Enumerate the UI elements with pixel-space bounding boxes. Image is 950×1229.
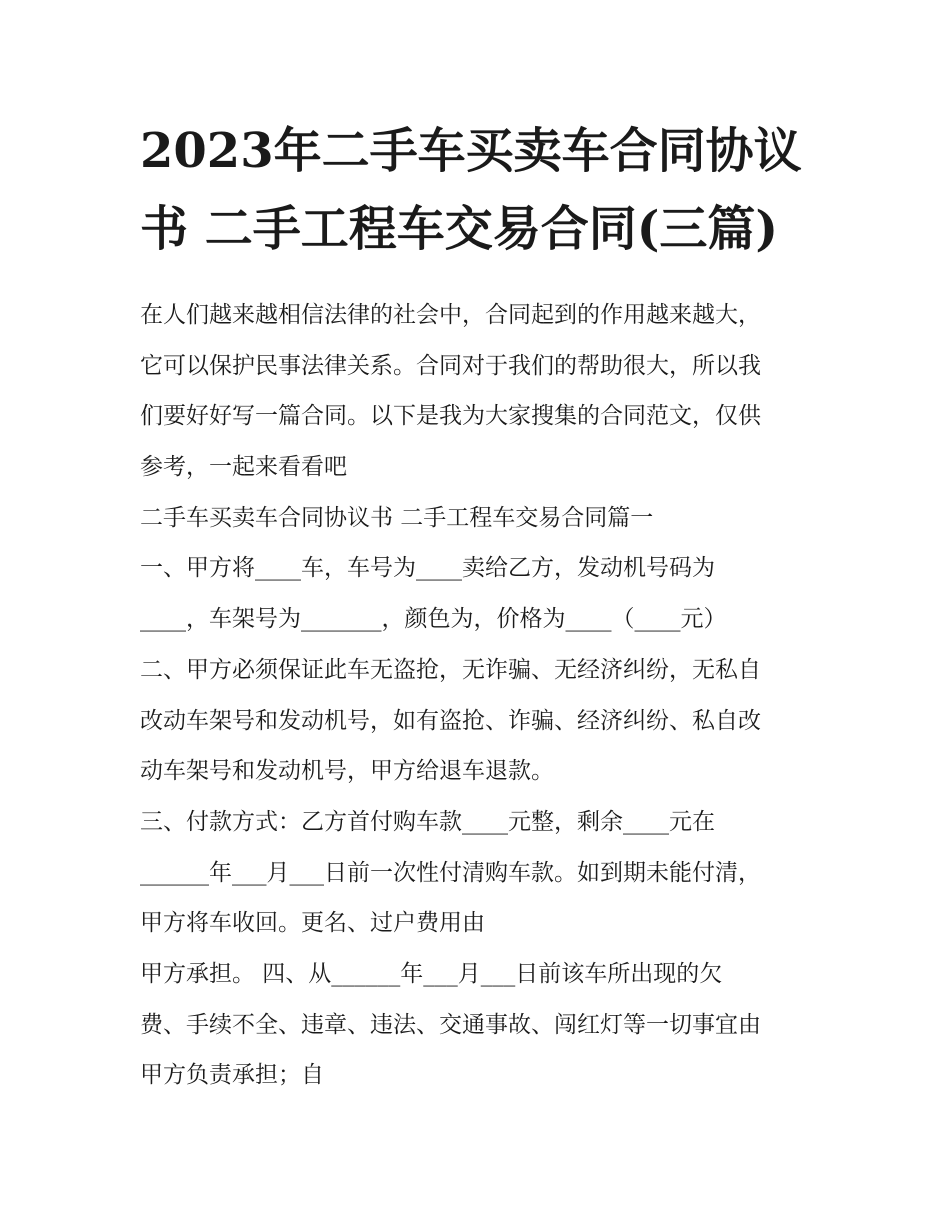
- title-line: 书 二手工程车交易合同(三篇): [140, 201, 779, 257]
- body-line: 甲方将车收回。更名、过户费用由: [140, 910, 485, 937]
- section-heading: 二手车买卖车合同协议书 二手工程车交易合同篇一: [140, 504, 654, 531]
- body-line: 费、手续不全、违章、违法、交通事故、闯红灯等一切事宜由: [140, 1011, 761, 1038]
- body-line: 们要好好写一篇合同。以下是我为大家搜集的合同范文，仅供: [140, 403, 761, 430]
- body-line: 一、甲方将____车，车号为____卖给乙方，发动机号码为: [140, 555, 715, 582]
- body-line: 二、甲方必须保证此车无盗抢，无诈骗、无经济纠纷，无私自: [140, 656, 761, 683]
- body-line: 改动车架号和发动机号，如有盗抢、诈骗、经济纠纷、私自改: [140, 707, 761, 734]
- body-line: 三、付款方式：乙方首付购车款____元整，剩余____元在: [140, 808, 715, 835]
- body-line: 在人们越来越相信法律的社会中，合同起到的作用越来越大，: [140, 302, 761, 328]
- body-line: ____，车架号为_______，颜色为，价格为____（____元）: [140, 606, 727, 633]
- body-line: 甲方承担。 四、从______年___月___日前该车所出现的欠: [140, 960, 723, 987]
- document-body: [140, 290, 820, 1101]
- document-content: [140, 112, 820, 1101]
- body-line: 它可以保护民事法律关系。合同对于我们的帮助很大，所以我: [140, 352, 761, 379]
- body-line: 甲方负责承担；自: [140, 1062, 324, 1089]
- title-line: 2023年二手车买卖车合同协议: [140, 123, 802, 179]
- body-line: 参考，一起来看看吧: [140, 454, 347, 481]
- document-title: [140, 112, 820, 268]
- body-line: 动车架号和发动机号，甲方给退车退款。: [140, 758, 554, 785]
- body-line: ______年___月___日前一次性付清购车款。如到期未能付清，: [140, 859, 761, 886]
